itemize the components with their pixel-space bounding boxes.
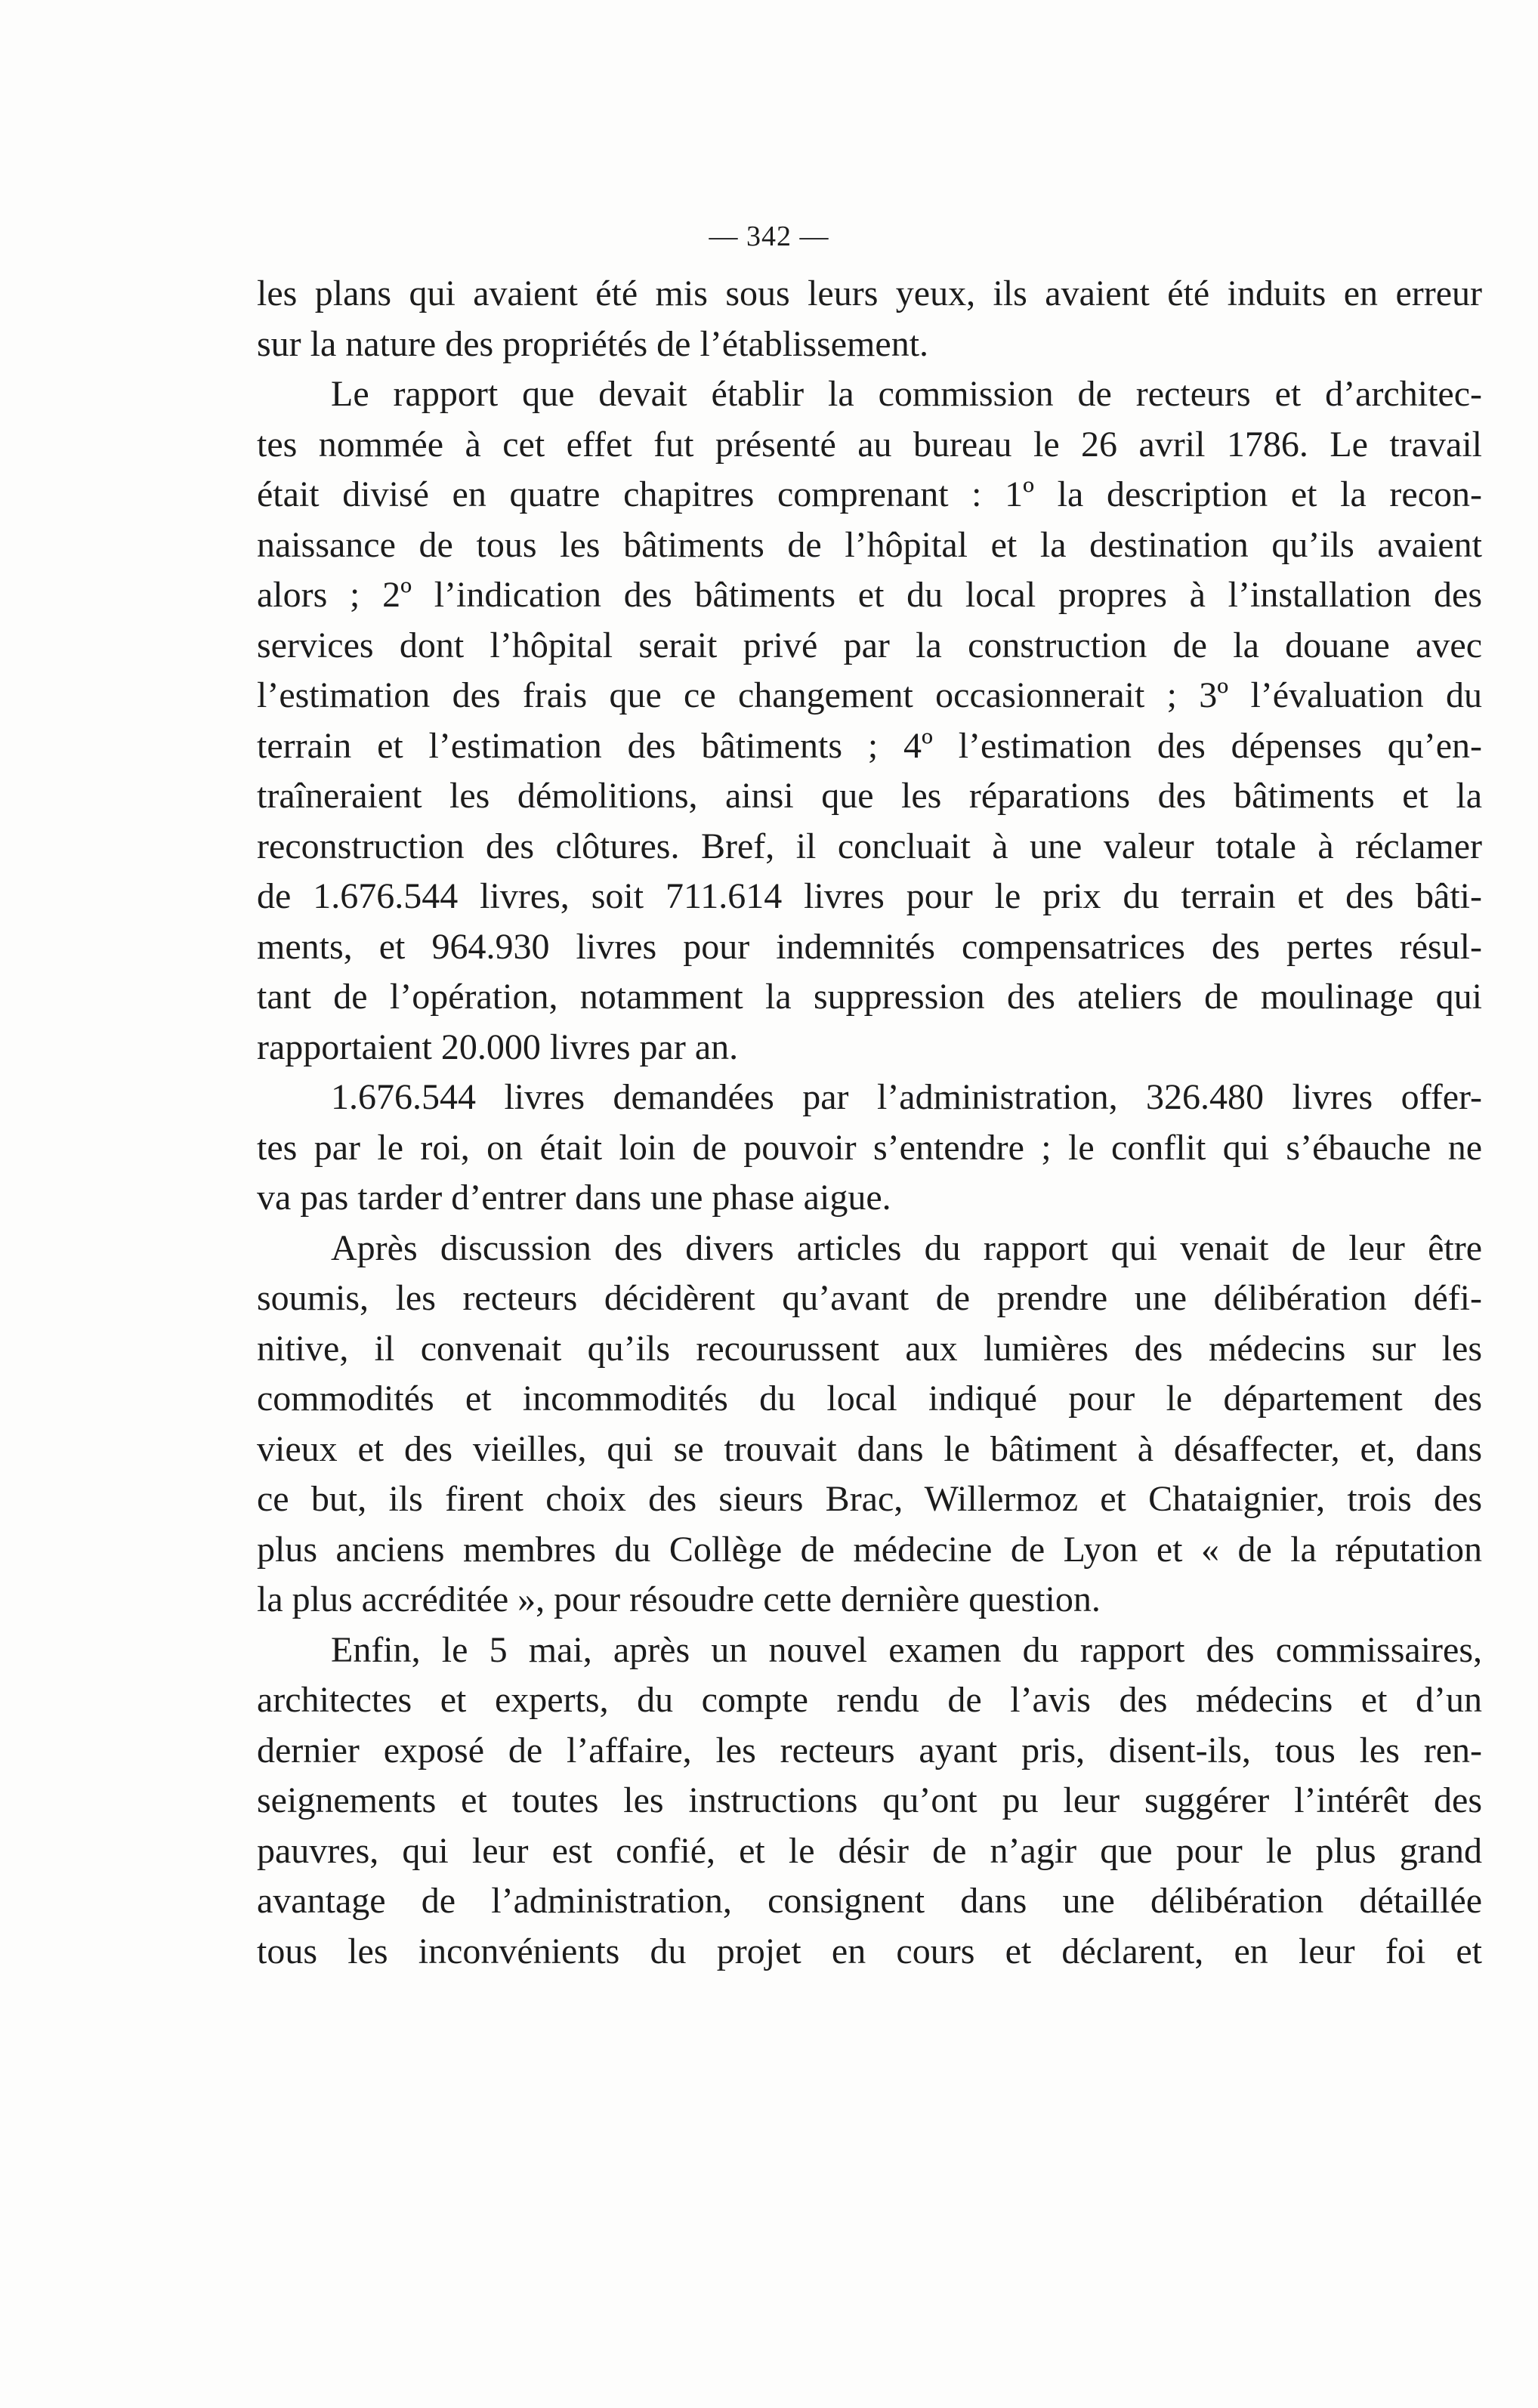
text-line: naissance de tous les bâtiments de l’hôpital et la destination qu’ils avaient — [257, 524, 1482, 565]
text-line: terrain et l’estimation des bâtiments ; 4º l’estimation des dépenses qu’en- — [257, 725, 1482, 766]
text-line: sur la nature des propriétés de l’établissement. — [257, 323, 929, 364]
text-line: la plus accréditée », pour résoudre cette dernière question. — [257, 1579, 1101, 1619]
text-line: l’estimation des frais que ce changement occasionnerait ; 3º l’évaluation du — [257, 675, 1482, 715]
text-line: soumis, les recteurs décidèrent qu’avant de prendre une délibération défi- — [257, 1278, 1482, 1318]
text-line: services dont l’hôpital serait privé par la construction de la douane avec — [257, 625, 1482, 665]
text-line: ments, et 964.930 livres pour indemnités compensatrices des pertes résul- — [257, 926, 1482, 967]
text-line: tous les inconvénients du projet en cours et déclarent, en leur foi et — [257, 1931, 1482, 1971]
body-text — [257, 269, 1482, 1977]
paragraph — [257, 1073, 1482, 1224]
text-line: tes par le roi, on était loin de pouvoir s’entendre ; le conflit qui s’ébauche ne — [257, 1127, 1482, 1168]
text-line: pauvres, qui leur est confié, et le désir de n’agir que pour le plus grand — [257, 1830, 1482, 1871]
text-line: était divisé en quatre chapitres comprenant : 1º la description et la recon- — [257, 474, 1482, 514]
text-line: traîneraient les démolitions, ainsi que les réparations des bâtiments et la — [257, 776, 1482, 816]
text-line: tes nommée à cet effet fut présenté au bureau le 26 avril 1786. Le travail — [257, 424, 1482, 465]
text-line: dernier exposé de l’affaire, les recteurs ayant pris, disent-ils, tous les ren- — [257, 1730, 1482, 1770]
text-line: les plans qui avaient été mis sous leurs yeux, ils avaient été induits en erreur — [257, 273, 1482, 313]
paragraph — [257, 269, 1482, 369]
text-line: Après discussion des divers articles du rapport qui venait de leur être — [331, 1227, 1482, 1268]
text-line: 1.676.544 livres demandées par l’administration, 326.480 livres offer- — [331, 1077, 1482, 1117]
text-line: Enfin, le 5 mai, après un nouvel examen du rapport des commissaires, — [331, 1629, 1482, 1670]
text-line: vieux et des vieilles, qui se trouvait dans le bâtiment à désaffecter, et, dans — [257, 1428, 1482, 1469]
text-line: commodités et incommodités du local indiqué pour le département des — [257, 1378, 1482, 1419]
paragraph — [257, 369, 1482, 1073]
text-line: ce but, ils firent choix des sieurs Brac, Willermoz et Chataignier, trois des — [257, 1479, 1482, 1519]
text-line: architectes et experts, du compte rendu de l’avis des médecins et d’un — [257, 1680, 1482, 1720]
page-number: — 342 — — [709, 221, 829, 252]
paragraph — [257, 1625, 1482, 1977]
text-line: Le rapport que devait établir la commission de recteurs et d’architec- — [331, 374, 1482, 414]
text-line: seignements et toutes les instructions qu’ont pu leur suggérer l’intérêt des — [257, 1780, 1482, 1820]
text-line: rapportaient 20.000 livres par an. — [257, 1026, 739, 1067]
text-line: avantage de l’administration, consignent dans une délibération détaillée — [257, 1881, 1482, 1921]
text-line: plus anciens membres du Collège de médecine de Lyon et « de la réputation — [257, 1529, 1482, 1570]
text-line: va pas tarder d’entrer dans une phase aigue. — [257, 1178, 891, 1218]
text-line: alors ; 2º l’indication des bâtiments et du local propres à l’installation des — [257, 575, 1482, 615]
text-line: nitive, il convenait qu’ils recourussent aux lumières des médecins sur les — [257, 1328, 1482, 1369]
paragraph — [257, 1224, 1482, 1625]
text-line: reconstruction des clôtures. Bref, il concluait à une valeur totale à réclamer — [257, 826, 1482, 866]
text-line: tant de l’opération, notamment la suppression des ateliers de moulinage qui — [257, 977, 1482, 1017]
text-line: de 1.676.544 livres, soit 711.614 livres pour le prix du terrain et des bâti- — [257, 876, 1482, 916]
